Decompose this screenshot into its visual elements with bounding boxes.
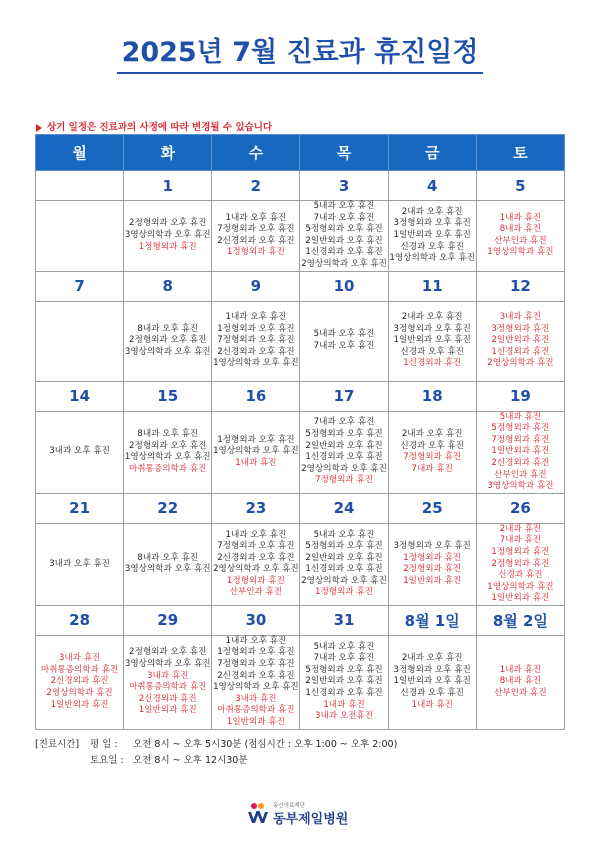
afternoon-closure: 2신경외과 오후 휴진 xyxy=(217,235,295,246)
afternoon-closure: 5정형외과 오후 휴진 xyxy=(305,664,383,675)
full-day-closure: 1정형외과 휴진 xyxy=(138,241,197,252)
schedule-cell xyxy=(388,411,476,493)
afternoon-closure: 7내과 오후 휴진 xyxy=(313,341,375,352)
full-day-closure: 2신경외과 휴진 xyxy=(50,676,109,687)
afternoon-closure: 2정형외과 오후 휴진 xyxy=(129,218,207,229)
afternoon-closure: 5정형외과 오후 휴진 xyxy=(305,224,383,235)
date-row xyxy=(36,381,565,411)
date-number: 15 xyxy=(124,381,212,411)
afternoon-closure: 7내과 오후 휴진 xyxy=(313,653,375,664)
date-number: 8월 1일 xyxy=(388,605,476,635)
full-day-closure: 1내과 휴진 xyxy=(499,212,542,223)
schedule-cell xyxy=(212,411,300,493)
date-number: 12 xyxy=(476,271,564,301)
date-number: 26 xyxy=(476,493,564,523)
full-day-closure: 2신경외과 휴진 xyxy=(138,693,197,704)
afternoon-closure: 2일반외과 오후 휴진 xyxy=(305,552,383,563)
afternoon-closure: 1일반외과 오후 휴진 xyxy=(393,676,471,687)
date-row xyxy=(36,171,565,201)
weekday-hours-label: 평 일 : xyxy=(90,739,118,750)
schedule-cell xyxy=(36,201,124,272)
afternoon-closure: 2정형외과 오후 휴진 xyxy=(129,440,207,451)
afternoon-closure: 1영상의학과 오후 휴진 xyxy=(213,358,299,369)
hospital-name: 동부제일병원 xyxy=(273,812,349,827)
date-number: 8 xyxy=(124,271,212,301)
afternoon-closure: 2내과 오후 휴진 xyxy=(401,653,463,664)
date-number: 18 xyxy=(388,381,476,411)
date-number: 14 xyxy=(36,381,124,411)
afternoon-closure: 3영상의학과 오후 휴진 xyxy=(124,229,211,240)
afternoon-closure: 신경과 오후 휴진 xyxy=(400,241,464,252)
date-number: 23 xyxy=(212,493,300,523)
date-number: 3 xyxy=(300,171,388,201)
schedule-cell xyxy=(388,523,476,605)
schedule-cell xyxy=(300,635,388,729)
afternoon-closure: 1신경외과 오후 휴진 xyxy=(305,688,383,699)
date-number: 1 xyxy=(124,171,212,201)
schedule-cell xyxy=(476,523,564,605)
full-day-closure: 1신경외과 휴진 xyxy=(491,346,550,357)
afternoon-closure: 3영상의학과 오후 휴진 xyxy=(124,346,211,357)
date-number: 31 xyxy=(300,605,388,635)
date-number: 8월 2일 xyxy=(476,605,564,635)
full-day-closure: 3내과 휴진 xyxy=(147,670,189,681)
date-number: 4 xyxy=(388,171,476,201)
afternoon-closure: 7정형외과 오후 휴진 xyxy=(217,224,295,235)
afternoon-closure: 2일반외과 오후 휴진 xyxy=(305,235,383,246)
full-day-closure: 7내과 휴진 xyxy=(411,463,453,474)
afternoon-closure: 2내과 오후 휴진 xyxy=(401,428,463,439)
notice xyxy=(36,119,272,133)
full-day-closure: 1내과 휴진 xyxy=(499,664,542,675)
schedule-cell xyxy=(300,523,388,605)
afternoon-closure: 7정형외과 오후 휴진 xyxy=(217,659,295,670)
schedule-row xyxy=(36,201,565,272)
weekday-header: 화 xyxy=(124,135,212,171)
full-day-closure: 1일반외과 휴진 xyxy=(403,575,462,586)
full-day-closure: 산부인과 휴진 xyxy=(494,688,547,699)
full-day-closure: 1정형외과 휴진 xyxy=(226,575,285,586)
schedule-cell xyxy=(212,201,300,272)
full-day-closure: 마취통증의학과 휴진 xyxy=(40,664,119,675)
full-day-closure: 1정형외과 휴진 xyxy=(315,587,374,598)
page-title: 2025년 7월 진료과 휴진일정 xyxy=(121,37,479,68)
afternoon-closure: 2영상의학과 오후 휴진 xyxy=(213,564,299,575)
full-day-closure: 1정형외과 휴진 xyxy=(226,247,285,258)
full-day-closure: 2영상의학과 휴진 xyxy=(487,358,554,369)
afternoon-closure: 1정형외과 오후 휴진 xyxy=(217,323,295,334)
schedule-cell xyxy=(36,523,124,605)
afternoon-closure: 2신경외과 오후 휴진 xyxy=(217,552,295,563)
full-day-closure: 1영상의학과 휴진 xyxy=(487,581,554,592)
schedule-cell xyxy=(124,523,212,605)
schedule-cell xyxy=(36,635,124,729)
afternoon-closure: 1신경외과 오후 휴진 xyxy=(305,452,383,463)
afternoon-closure: 8내과 오후 휴진 xyxy=(137,428,199,439)
full-day-closure: 1내과 휴진 xyxy=(323,699,365,710)
afternoon-closure: 8내과 오후 휴진 xyxy=(137,552,199,563)
date-number: 21 xyxy=(36,493,124,523)
full-day-closure: 1내과 휴진 xyxy=(411,699,453,710)
afternoon-closure: 1내과 오후 휴진 xyxy=(225,312,287,323)
afternoon-closure: 1영상의학과 오후 휴진 xyxy=(213,682,299,693)
full-day-closure: 마취통증의학과 휴진 xyxy=(129,463,207,474)
afternoon-closure: 3영상의학과 오후 휴진 xyxy=(124,564,211,575)
schedule-cell xyxy=(388,635,476,729)
full-day-closure: 1정형외과 휴진 xyxy=(491,546,550,557)
full-day-closure: 3내과 휴진 xyxy=(235,693,277,704)
notice-text: 상기 일정은 진료과의 사정에 따라 변경될 수 있습니다 xyxy=(47,122,273,133)
afternoon-closure: 5내과 오후 휴진 xyxy=(313,641,375,652)
afternoon-closure: 5내과 오후 휴진 xyxy=(313,529,375,540)
schedule-cell xyxy=(300,201,388,272)
full-day-closure: 1영상의학과 휴진 xyxy=(487,247,554,258)
full-day-closure: 3내과 휴진 xyxy=(58,653,101,664)
saturday-hours-value: 오전 8시 ~ 오후 12시30분 xyxy=(133,755,248,766)
afternoon-closure: 2신경외과 오후 휴진 xyxy=(217,670,295,681)
weekday-header-row xyxy=(36,135,565,171)
weekday-header: 금 xyxy=(388,135,476,171)
afternoon-closure: 2일반외과 오후 휴진 xyxy=(305,440,383,451)
afternoon-closure: 3영상의학과 오후 휴진 xyxy=(124,659,211,670)
afternoon-closure: 1영상의학과 오후 휴진 xyxy=(124,452,211,463)
afternoon-closure: 3내과 오후 휴진 xyxy=(49,446,110,457)
full-day-closure: 1일반외과 휴진 xyxy=(491,593,550,604)
date-row xyxy=(36,605,565,635)
weekday-header: 토 xyxy=(476,135,564,171)
date-number: 16 xyxy=(212,381,300,411)
full-day-closure: 7정형외과 휴진 xyxy=(315,475,374,486)
saturday-hours-row xyxy=(35,753,397,769)
date-number: 28 xyxy=(36,605,124,635)
full-day-closure: 신경과 휴진 xyxy=(498,570,543,581)
saturday-hours-label: 토요일 : xyxy=(90,755,124,766)
afternoon-closure: 1내과 오후 휴진 xyxy=(225,212,287,223)
afternoon-closure: 1신경외과 오후 휴진 xyxy=(305,247,383,258)
full-day-closure: 2신경외과 휴진 xyxy=(491,457,550,468)
afternoon-closure: 1정형외과 오후 휴진 xyxy=(217,434,295,445)
triangle-icon xyxy=(36,124,42,132)
date-number: 7 xyxy=(36,271,124,301)
date-number: 19 xyxy=(476,381,564,411)
schedule-cell xyxy=(476,301,564,381)
date-number: 5 xyxy=(476,171,564,201)
full-day-closure: 1일반외과 휴진 xyxy=(226,717,285,728)
afternoon-closure: 5내과 오후 휴진 xyxy=(313,201,375,211)
date-row xyxy=(36,271,565,301)
date-number: 2 xyxy=(212,171,300,201)
full-day-closure: 5정형외과 휴진 xyxy=(491,423,550,434)
afternoon-closure: 2영상의학과 오후 휴진 xyxy=(301,575,387,586)
full-day-closure: 8내과 휴진 xyxy=(499,676,542,687)
full-day-closure: 1내과 휴진 xyxy=(235,457,277,468)
schedule-row xyxy=(36,301,565,381)
hospital-logo-icon xyxy=(247,802,269,824)
schedule-cell xyxy=(212,523,300,605)
date-number: 10 xyxy=(300,271,388,301)
calendar-table xyxy=(35,134,565,730)
date-number xyxy=(36,171,124,201)
foundation-name: 동산의료재단 xyxy=(273,803,305,809)
full-day-closure: 마취통증의학과 휴진 xyxy=(129,682,207,693)
full-day-closure: 8내과 휴진 xyxy=(499,224,542,235)
afternoon-closure: 2일반외과 오후 휴진 xyxy=(305,676,383,687)
afternoon-closure: 7정형외과 오후 휴진 xyxy=(217,541,295,552)
full-day-closure: 3정형외과 휴진 xyxy=(491,323,550,334)
weekday-hours-row xyxy=(35,737,397,753)
date-number: 30 xyxy=(212,605,300,635)
afternoon-closure: 신경과 오후 휴진 xyxy=(400,688,464,699)
full-day-closure: 1신경외과 휴진 xyxy=(403,358,462,369)
afternoon-closure: 2정형외과 오후 휴진 xyxy=(129,335,207,346)
schedule-cell xyxy=(476,411,564,493)
afternoon-closure: 1영상의학과 오후 휴진 xyxy=(389,253,476,264)
full-day-closure: 1일반외과 휴진 xyxy=(138,705,197,716)
date-number: 17 xyxy=(300,381,388,411)
schedule-row xyxy=(36,411,565,493)
schedule-cell xyxy=(476,635,564,729)
weekday-header: 월 xyxy=(36,135,124,171)
afternoon-closure: 1일반외과 오후 휴진 xyxy=(393,335,471,346)
afternoon-closure: 7정형외과 오후 휴진 xyxy=(217,335,295,346)
afternoon-closure: 1영상의학과 오후 휴진 xyxy=(213,446,299,457)
full-day-closure: 2일반외과 휴진 xyxy=(491,335,550,346)
schedule-cell xyxy=(388,301,476,381)
hours-label: [진료시간] xyxy=(35,739,80,750)
date-number: 24 xyxy=(300,493,388,523)
date-number: 25 xyxy=(388,493,476,523)
afternoon-closure: 5내과 오후 휴진 xyxy=(313,329,375,340)
full-day-closure: 7내과 휴진 xyxy=(499,535,542,546)
full-day-closure: 7정형외과 휴진 xyxy=(491,434,550,445)
full-day-closure: 5내과 휴진 xyxy=(499,411,542,422)
schedule-cell xyxy=(124,635,212,729)
date-number: 29 xyxy=(124,605,212,635)
date-number: 11 xyxy=(388,271,476,301)
schedule-cell xyxy=(212,301,300,381)
schedule-row xyxy=(36,523,565,605)
full-day-closure: 1일반외과 휴진 xyxy=(491,446,550,457)
afternoon-closure: 1내과 오후 휴진 xyxy=(225,635,287,646)
schedule-cell xyxy=(124,201,212,272)
full-day-closure: 1정형외과 휴진 xyxy=(403,552,462,563)
schedule-cell xyxy=(36,411,124,493)
full-day-closure: 3내과 휴진 xyxy=(499,312,542,323)
weekday-header: 수 xyxy=(212,135,300,171)
schedule-cell xyxy=(124,301,212,381)
afternoon-closure: 2내과 오후 휴진 xyxy=(401,206,463,217)
afternoon-closure: 3내과 오후 휴진 xyxy=(49,558,110,569)
weekday-header: 목 xyxy=(300,135,388,171)
full-day-closure: 마취통증의학과 휴진 xyxy=(217,705,295,716)
date-row xyxy=(36,493,565,523)
afternoon-closure: 2정형외과 오후 휴진 xyxy=(129,647,207,658)
clinic-hours xyxy=(35,737,397,769)
schedule-cell xyxy=(388,201,476,272)
afternoon-closure: 1정형외과 오후 휴진 xyxy=(217,647,295,658)
full-day-closure: 2영상의학과 휴진 xyxy=(46,688,113,699)
afternoon-closure: 2영상의학과 오후 휴진 xyxy=(301,258,387,269)
date-number: 9 xyxy=(212,271,300,301)
full-day-closure: 3내과 오전휴진 xyxy=(315,711,374,722)
hospital-logo xyxy=(247,800,377,826)
afternoon-closure: 7내과 오후 휴진 xyxy=(313,417,375,428)
calendar-body xyxy=(36,171,565,730)
afternoon-closure: 5정형외과 오후 휴진 xyxy=(305,541,383,552)
weekday-hours-value: 오전 8시 ~ 오후 5시30분 (점심시간 : 오후 1:00 ~ 오후 2:00) xyxy=(133,739,398,750)
full-day-closure: 산부인과 휴진 xyxy=(229,587,283,598)
afternoon-closure: 1신경외과 오후 휴진 xyxy=(305,564,383,575)
full-day-closure: 2정형외과 휴진 xyxy=(403,564,462,575)
full-day-closure: 3영상의학과 휴진 xyxy=(487,481,554,492)
schedule-cell xyxy=(300,301,388,381)
afternoon-closure: 5정형외과 오후 휴진 xyxy=(305,428,383,439)
afternoon-closure: 2내과 오후 휴진 xyxy=(401,312,463,323)
afternoon-closure: 신경과 오후 휴진 xyxy=(400,346,464,357)
date-number: 22 xyxy=(124,493,212,523)
afternoon-closure: 2신경외과 오후 휴진 xyxy=(217,346,295,357)
schedule-cell xyxy=(212,635,300,729)
title-underline xyxy=(117,72,483,74)
full-day-closure: 7정형외과 휴진 xyxy=(403,452,462,463)
schedule-row xyxy=(36,635,565,729)
full-day-closure: 산부인과 휴진 xyxy=(494,235,547,246)
schedule-cell xyxy=(300,411,388,493)
afternoon-closure: 7내과 오후 휴진 xyxy=(313,212,375,223)
afternoon-closure: 3정형외과 오후 휴진 xyxy=(393,664,471,675)
afternoon-closure: 3정형외과 오후 휴진 xyxy=(393,218,471,229)
afternoon-closure: 3정형외과 오후 휴진 xyxy=(393,323,471,334)
full-day-closure: 1일반외과 휴진 xyxy=(50,699,109,710)
afternoon-closure: 1일반외과 오후 휴진 xyxy=(393,229,471,240)
afternoon-closure: 신경과 오후 휴진 xyxy=(400,440,464,451)
full-day-closure: 2정형외과 휴진 xyxy=(491,558,550,569)
afternoon-closure: 2영상의학과 오후 휴진 xyxy=(301,463,387,474)
schedule-cell xyxy=(36,301,124,381)
full-day-closure: 2내과 휴진 xyxy=(499,523,542,534)
full-day-closure: 산부인과 휴진 xyxy=(494,469,547,480)
afternoon-closure: 8내과 오후 휴진 xyxy=(137,323,199,334)
afternoon-closure: 1내과 오후 휴진 xyxy=(225,529,287,540)
schedule-cell xyxy=(476,201,564,272)
afternoon-closure: 3정형외과 오후 휴진 xyxy=(393,541,471,552)
schedule-cell xyxy=(124,411,212,493)
